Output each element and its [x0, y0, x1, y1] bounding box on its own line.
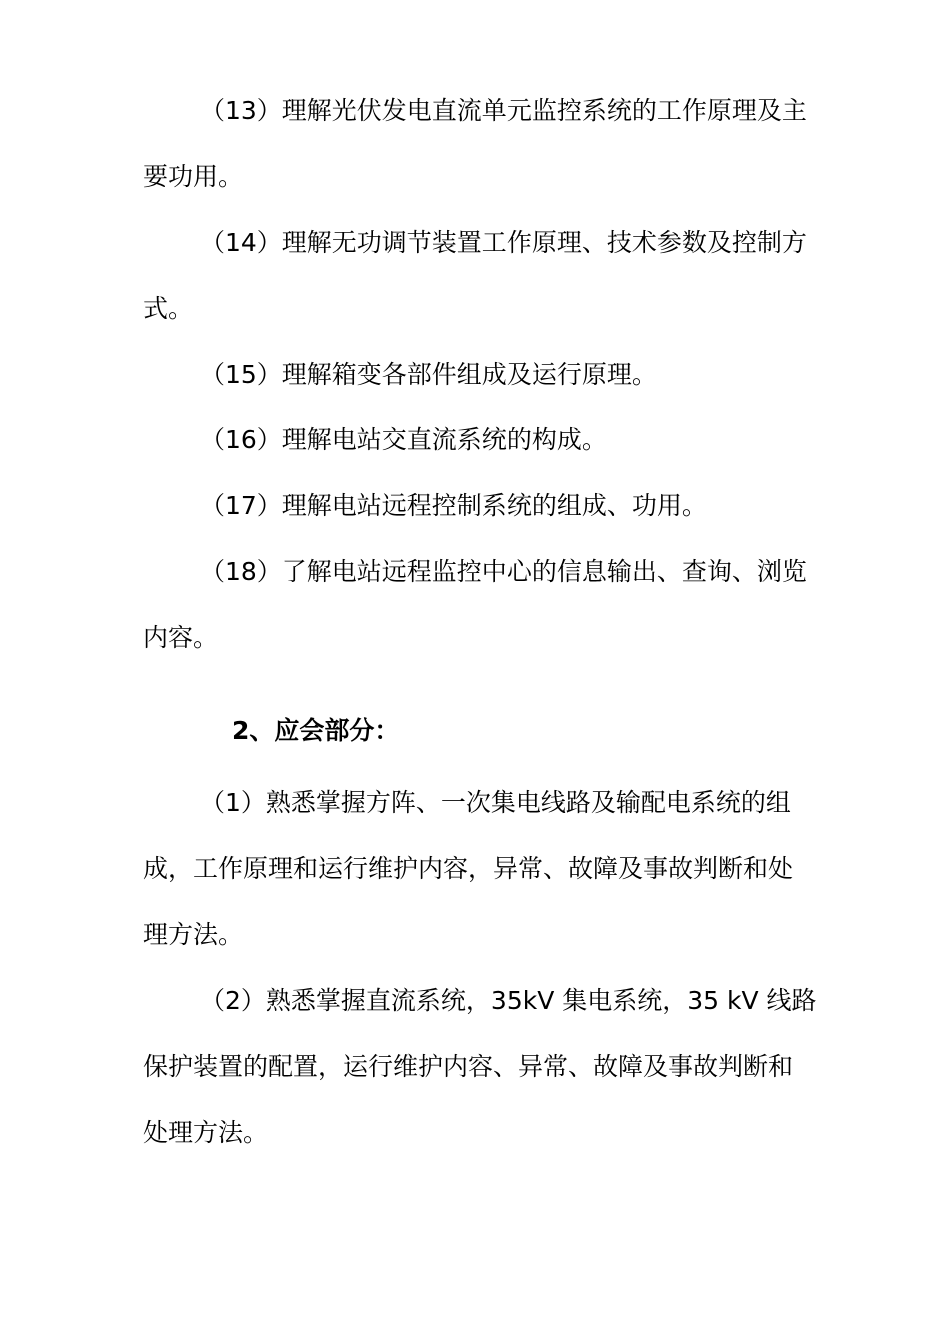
paragraph-18-line-2: 内容。 — [143, 623, 219, 652]
paragraph-1-line-2: 成，工作原理和运行维护内容，异常、故障及事故判断和处 — [143, 854, 794, 883]
paragraph-2-line-1: （2）熟悉掌握直流系统，35kV 集电系统，35 kV 线路 — [200, 986, 817, 1015]
paragraph-13-line-2: 要功用。 — [143, 162, 244, 191]
paragraph-15: （15）理解箱变各部件组成及运行原理。 — [200, 360, 657, 389]
paragraph-1-line-1: （1）熟悉掌握方阵、一次集电线路及输配电系统的组 — [200, 788, 791, 817]
paragraph-2-line-3: 处理方法。 — [143, 1118, 269, 1147]
section-heading: 2、应会部分： — [232, 716, 400, 745]
paragraph-17: （17）理解电站远程控制系统的组成、功用。 — [200, 491, 707, 520]
paragraph-14-line-2: 式。 — [143, 294, 194, 323]
paragraph-16: （16）理解电站交直流系统的构成。 — [200, 425, 607, 454]
paragraph-13-line-1: （13）理解光伏发电直流单元监控系统的工作原理及主 — [200, 96, 807, 125]
paragraph-1-line-3: 理方法。 — [143, 920, 244, 949]
paragraph-14-line-1: （14）理解无功调节装置工作原理、技术参数及控制方 — [200, 228, 807, 257]
paragraph-2-line-2: 保护装置的配置，运行维护内容、异常、故障及事故判断和 — [143, 1052, 794, 1081]
paragraph-18-line-1: （18）了解电站远程监控中心的信息输出、查询、浏览 — [200, 557, 807, 586]
